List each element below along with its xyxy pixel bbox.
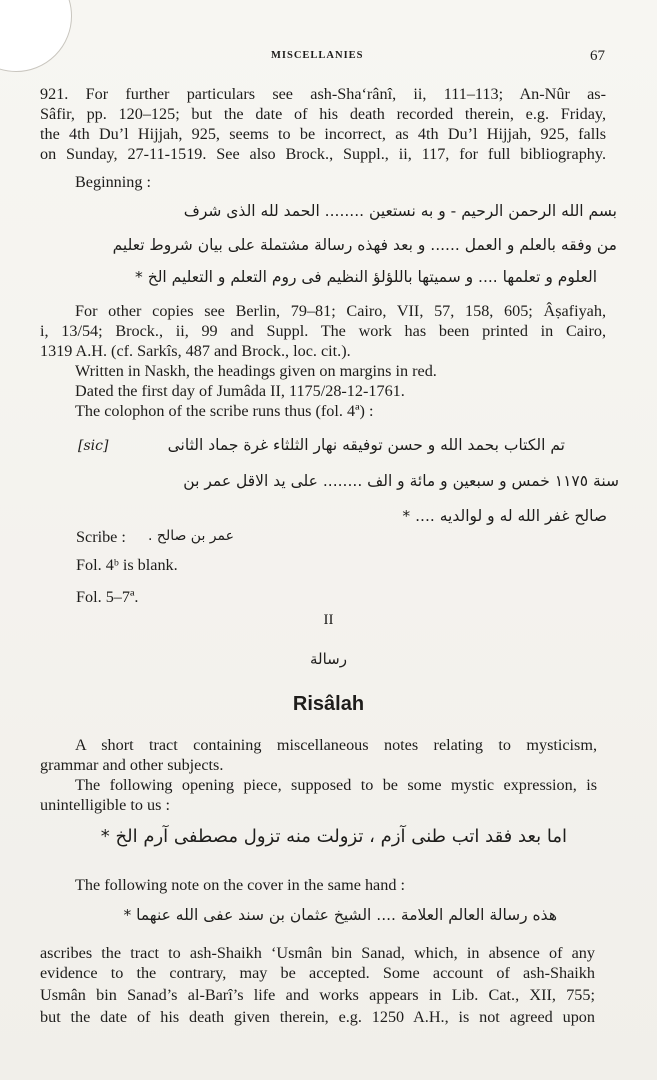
- arabic-colophon-1: تم الكتاب بحمد الله و حسن توفيقه نهار الثلثاء غرة جماد الثانى: [167, 436, 565, 454]
- fol-4b-note: Fol. 4ᵇ is blank.: [76, 556, 178, 574]
- intro-line-4: on Sunday, 27-11-1519. See also Brock., Suppl., ii, 117, for full bibliography.: [40, 145, 606, 163]
- section-title: Risâlah: [292, 693, 365, 715]
- risalah-line-6: evidence to the contrary, may be accepted. Some account of ash-Shaikh: [40, 964, 595, 982]
- copies-line-2: i, 13/54; Brock., ii, 99 and Suppl. The work has been printed in Cairo,: [40, 322, 606, 340]
- intro-line-3: the 4th Du’l Hijjah, 925, seems to be incorrect, as 4th Du’l Hijjah, 925, falls: [40, 125, 606, 143]
- arabic-section-title: رسالة: [310, 650, 347, 668]
- risalah-line-5: ascribes the tract to ash-Shaikh ‘Usmân bin Sanad, which, in absence of any: [40, 944, 595, 962]
- arabic-beginning-3: العلوم و تعلمها .... و سميتها باللؤلؤ النظيم فى روم التعلم و التعليم الخ *: [135, 268, 597, 286]
- fol-5-note: Fol. 5–7ª.: [76, 588, 139, 606]
- arabic-cover-note: هذه رسالة العالم العلامة .... الشيخ عثمان بن سند عفى الله عنهما *: [123, 906, 557, 924]
- intro-line-1: 921. For further particulars see ash-Sha‘rânî, ii, 111–113; An-Nûr as-: [40, 85, 606, 103]
- arabic-colophon-3: صالح غفر الله له و لوالديه .... *: [402, 507, 607, 525]
- arabic-beginning-2: من وفقه بالعلم و العمل ...... و بعد فهذه رسالة مشتملة على بيان شروط تعليم: [112, 236, 617, 254]
- running-head: MISCELLANIES: [271, 50, 364, 61]
- cover-note-intro: The following note on the cover in the same hand :: [75, 876, 405, 894]
- page-number: 67: [590, 48, 605, 64]
- naskh-note: Written in Naskh, the headings given on margins in red.: [75, 362, 437, 380]
- risalah-line-7: Usmân bin Sanad’s al-Barî’s life and works appears in Lib. Cat., XII, 755;: [40, 986, 595, 1004]
- colophon-intro: The colophon of the scribe runs thus (fol. 4ª) :: [75, 402, 374, 420]
- risalah-line-1: A short tract containing miscellaneous notes relating to mysticism,: [75, 736, 597, 754]
- risalah-line-3: The following opening piece, supposed to be some mystic expression, is: [75, 776, 597, 794]
- risalah-line-4: unintelligible to us :: [40, 796, 170, 814]
- sic-mark: [sic]: [78, 438, 109, 454]
- copies-line-3: 1319 A.H. (cf. Sarkîs, 487 and Brock., loc. cit.).: [40, 342, 351, 360]
- section-number: II: [323, 612, 334, 628]
- risalah-line-8: but the date of his death given therein, e.g. 1250 A.H., is not agreed upon: [40, 1008, 595, 1026]
- beginning-label: Beginning :: [75, 173, 151, 191]
- arabic-beginning-1: بسم الله الرحمن الرحيم - و به نستعين ........ الحمد لله الذى شرف: [183, 202, 617, 220]
- page-header: [0, 48, 657, 68]
- scribe-label: Scribe :: [76, 528, 126, 546]
- intro-line-2: Sâfir, pp. 120–125; but the date of his death recorded therein, e.g. Friday,: [40, 105, 606, 123]
- arabic-opening-piece: اما بعد فقد اتب طنى آزم ، تزولت منه تزول مصطفى آرم الخ *: [100, 826, 567, 847]
- risalah-line-2: grammar and other subjects.: [40, 756, 224, 774]
- dated-note: Dated the first day of Jumâda II, 1175/28-12-1761.: [75, 382, 405, 400]
- arabic-colophon-2: سنة ١١٧٥ خمس و سبعين و مائة و الف ........ على يد الاقل عمر بن: [183, 472, 619, 490]
- copies-line-1: For other copies see Berlin, 79–81; Cairo, VII, 57, 158, 605; Âṣafiyah,: [75, 302, 606, 320]
- scribe-arabic: عمر بن صالح .: [148, 528, 234, 544]
